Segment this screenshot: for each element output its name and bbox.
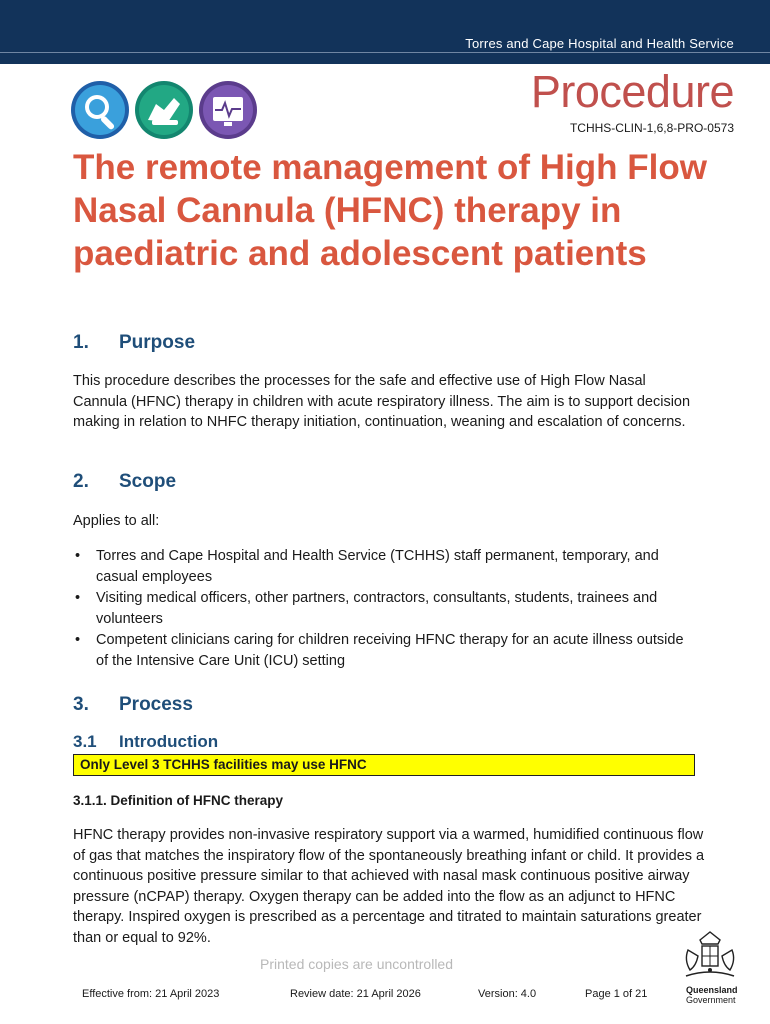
definition-heading: 3.1.1. Definition of HFNC therapy: [73, 793, 284, 808]
logo-line-2: Government: [686, 995, 736, 1005]
purpose-body: This procedure describes the processes for the safe and effective use of High Flow Nasal Cannula (HFNC) therapy in children with acute respiratory illness. The aim is to support decision making in relation to NHFC therapy initiation, continuation, weaning and escalation of concerns.: [73, 373, 691, 430]
definition-body: HFNC therapy provides non-invasive respiratory support via a warmed, humidified continuous flow of gas that matches the inspiratory flow of the spontaneously breathing infant or child. It provides a continuous positive pressure similar to that achieved with nasal mask continuous positive airway pressure (nCPAP) therapy. Oxygen therapy can be added into the flow as an adjunct to HFNC therapy. Inspired oxygen is prescribed as a percentage and titrated to maintain saturations greater than or equal to 92%.: [73, 827, 705, 946]
list-item: • Competent clinicians caring for children receiving HFNC therapy for an acute illness outside of the Intensive Care Unit (ICU) setting: [73, 630, 693, 671]
section-number: 2.: [73, 471, 89, 492]
document-type: Procedure: [530, 66, 734, 117]
list-item: • Torres and Cape Hospital and Health Service (TCHHS) staff permanent, temporary, and casual employees: [73, 546, 693, 587]
page-number: Page 1 of 21: [585, 988, 648, 1000]
banner-rule: [0, 52, 770, 53]
section-number: 1.: [73, 332, 89, 353]
document-code: TCHHS-CLIN-1,6,8-PRO-0573: [569, 121, 734, 135]
section-purpose-heading: [73, 332, 195, 354]
subsection-title: Introduction: [119, 732, 219, 751]
hand-icon: [134, 80, 194, 140]
effective-date: Effective from: 21 April 2023: [82, 988, 220, 1000]
uncontrolled-watermark: Printed copies are uncontrolled: [260, 956, 454, 972]
list-item: • Visiting medical officers, other partners, contractors, consultants, students, trainees and volunteers: [73, 588, 693, 629]
scope-intro: Applies to all:: [73, 513, 160, 529]
version: Version: 4.0: [478, 988, 537, 1000]
organisation-name: Torres and Cape Hospital and Health Service: [465, 36, 734, 51]
magnifier-icon: [70, 80, 130, 140]
section-title: Process: [119, 694, 193, 715]
section-title: Purpose: [119, 332, 196, 353]
heart-monitor-icon: [198, 80, 258, 140]
highlight-callout: Only Level 3 TCHHS facilities may use HFNC: [73, 754, 695, 776]
review-date: Review date: 21 April 2026: [290, 988, 421, 1000]
page-title: The remote management of High Flow Nasal Cannula (HFNC) therapy in paediatric and adolescent patients: [73, 148, 707, 273]
queensland-government-logo: [686, 985, 738, 1005]
header-banner: [0, 0, 770, 64]
section-title: Scope: [119, 471, 177, 492]
section-process-heading: [73, 694, 193, 716]
section-number: 3.: [73, 694, 89, 715]
section-scope-heading: [73, 471, 176, 493]
scope-list: [73, 546, 693, 672]
logo-line-1: Queensland: [686, 985, 738, 995]
subsection-number: 3.1: [73, 732, 97, 751]
subsection-introduction-heading: [73, 732, 218, 752]
